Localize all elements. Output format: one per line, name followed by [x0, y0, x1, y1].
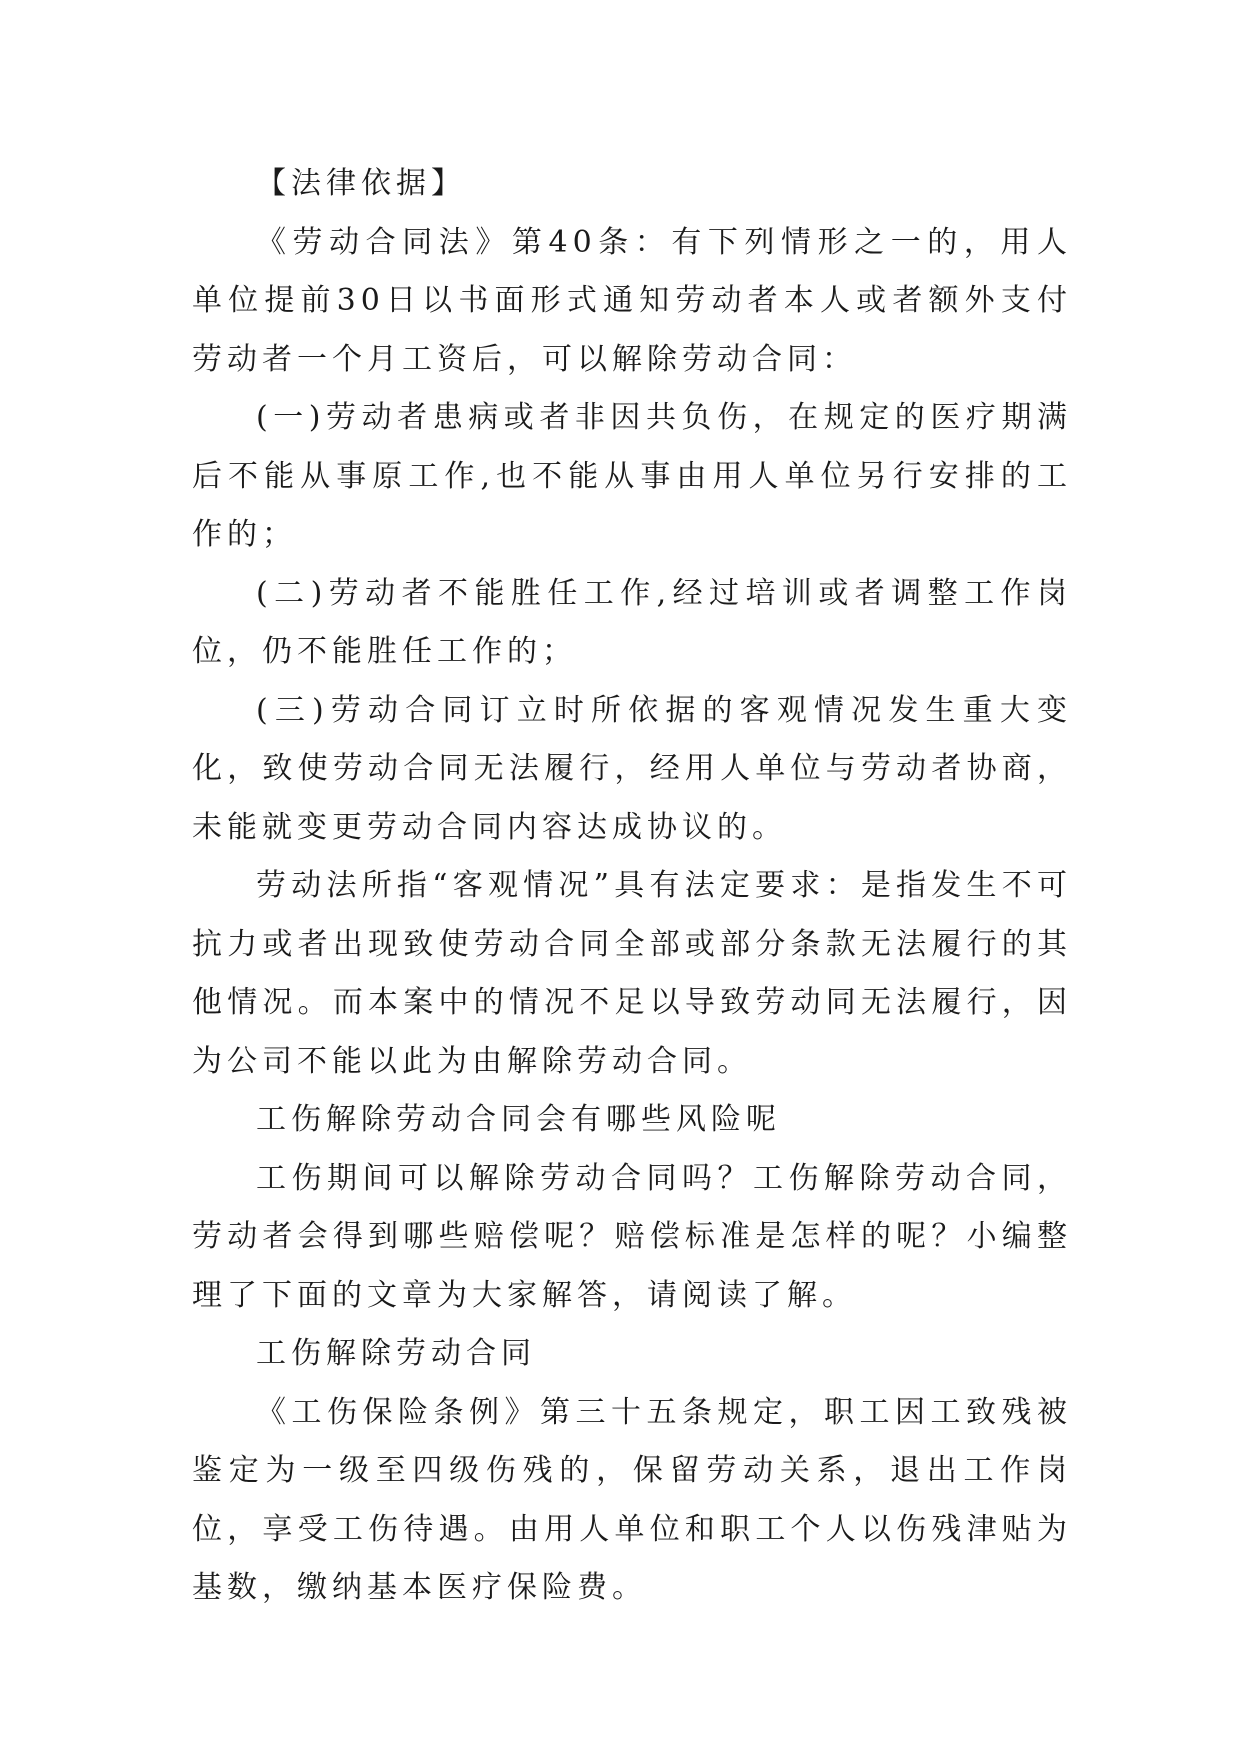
paragraph-clause-1: (一)劳动者患病或者非因共负伤，在规定的医疗期满后不能从事原工作,也不能从事由用人单位另行安排的工作的；: [192, 400, 1072, 552]
paragraph-clause-3: (三)劳动合同订立时所依据的客观情况发生重大变化，致使劳动合同无法履行，经用人单位与劳动者协商，未能就变更劳动合同内容达成协议的。: [192, 692, 1072, 845]
paragraph-article-40: 《劳动合同法》第40条：有下列情形之一的，用人单位提前30日以书面形式通知劳动者本人或者额外支付劳动者一个月工资后，可以解除劳动合同：: [192, 224, 1072, 377]
section-heading-legal-basis: 【法律依据】: [256, 166, 466, 201]
document-body: [192, 155, 1072, 1618]
paragraph-clause-2: (二)劳动者不能胜任工作,经过培训或者调整工作岗位，仍不能胜任工作的；: [192, 575, 1072, 669]
paragraph-article-35: 《工伤保险条例》第三十五条规定，职工因工致残被鉴定为一级至四级伤残的，保留劳动关系，退出工作岗位，享受工伤待遇。由用人单位和职工个人以伤残津贴为基数，缴纳基本医疗保险费。: [192, 1394, 1072, 1605]
paragraph-risk-heading: 工伤解除劳动合同会有哪些风险呢: [256, 1102, 781, 1137]
paragraph-objective-circumstances: 劳动法所指“客观情况”具有法定要求：是指发生不可抗力或者出现致使劳动合同全部或部分条款无法履行的其他情况。而本案中的情况不足以导致劳动同无法履行，因为公司不能以此为由解除劳动合同。: [192, 868, 1072, 1079]
paragraph-intro-questions: 工伤期间可以解除劳动合同吗？工伤解除劳动合同，劳动者会得到哪些赔偿呢？赔偿标准是怎样的呢？小编整理了下面的文章为大家解答，请阅读了解。: [192, 1160, 1072, 1313]
paragraph-subheading-termination: 工伤解除劳动合同: [256, 1336, 536, 1371]
